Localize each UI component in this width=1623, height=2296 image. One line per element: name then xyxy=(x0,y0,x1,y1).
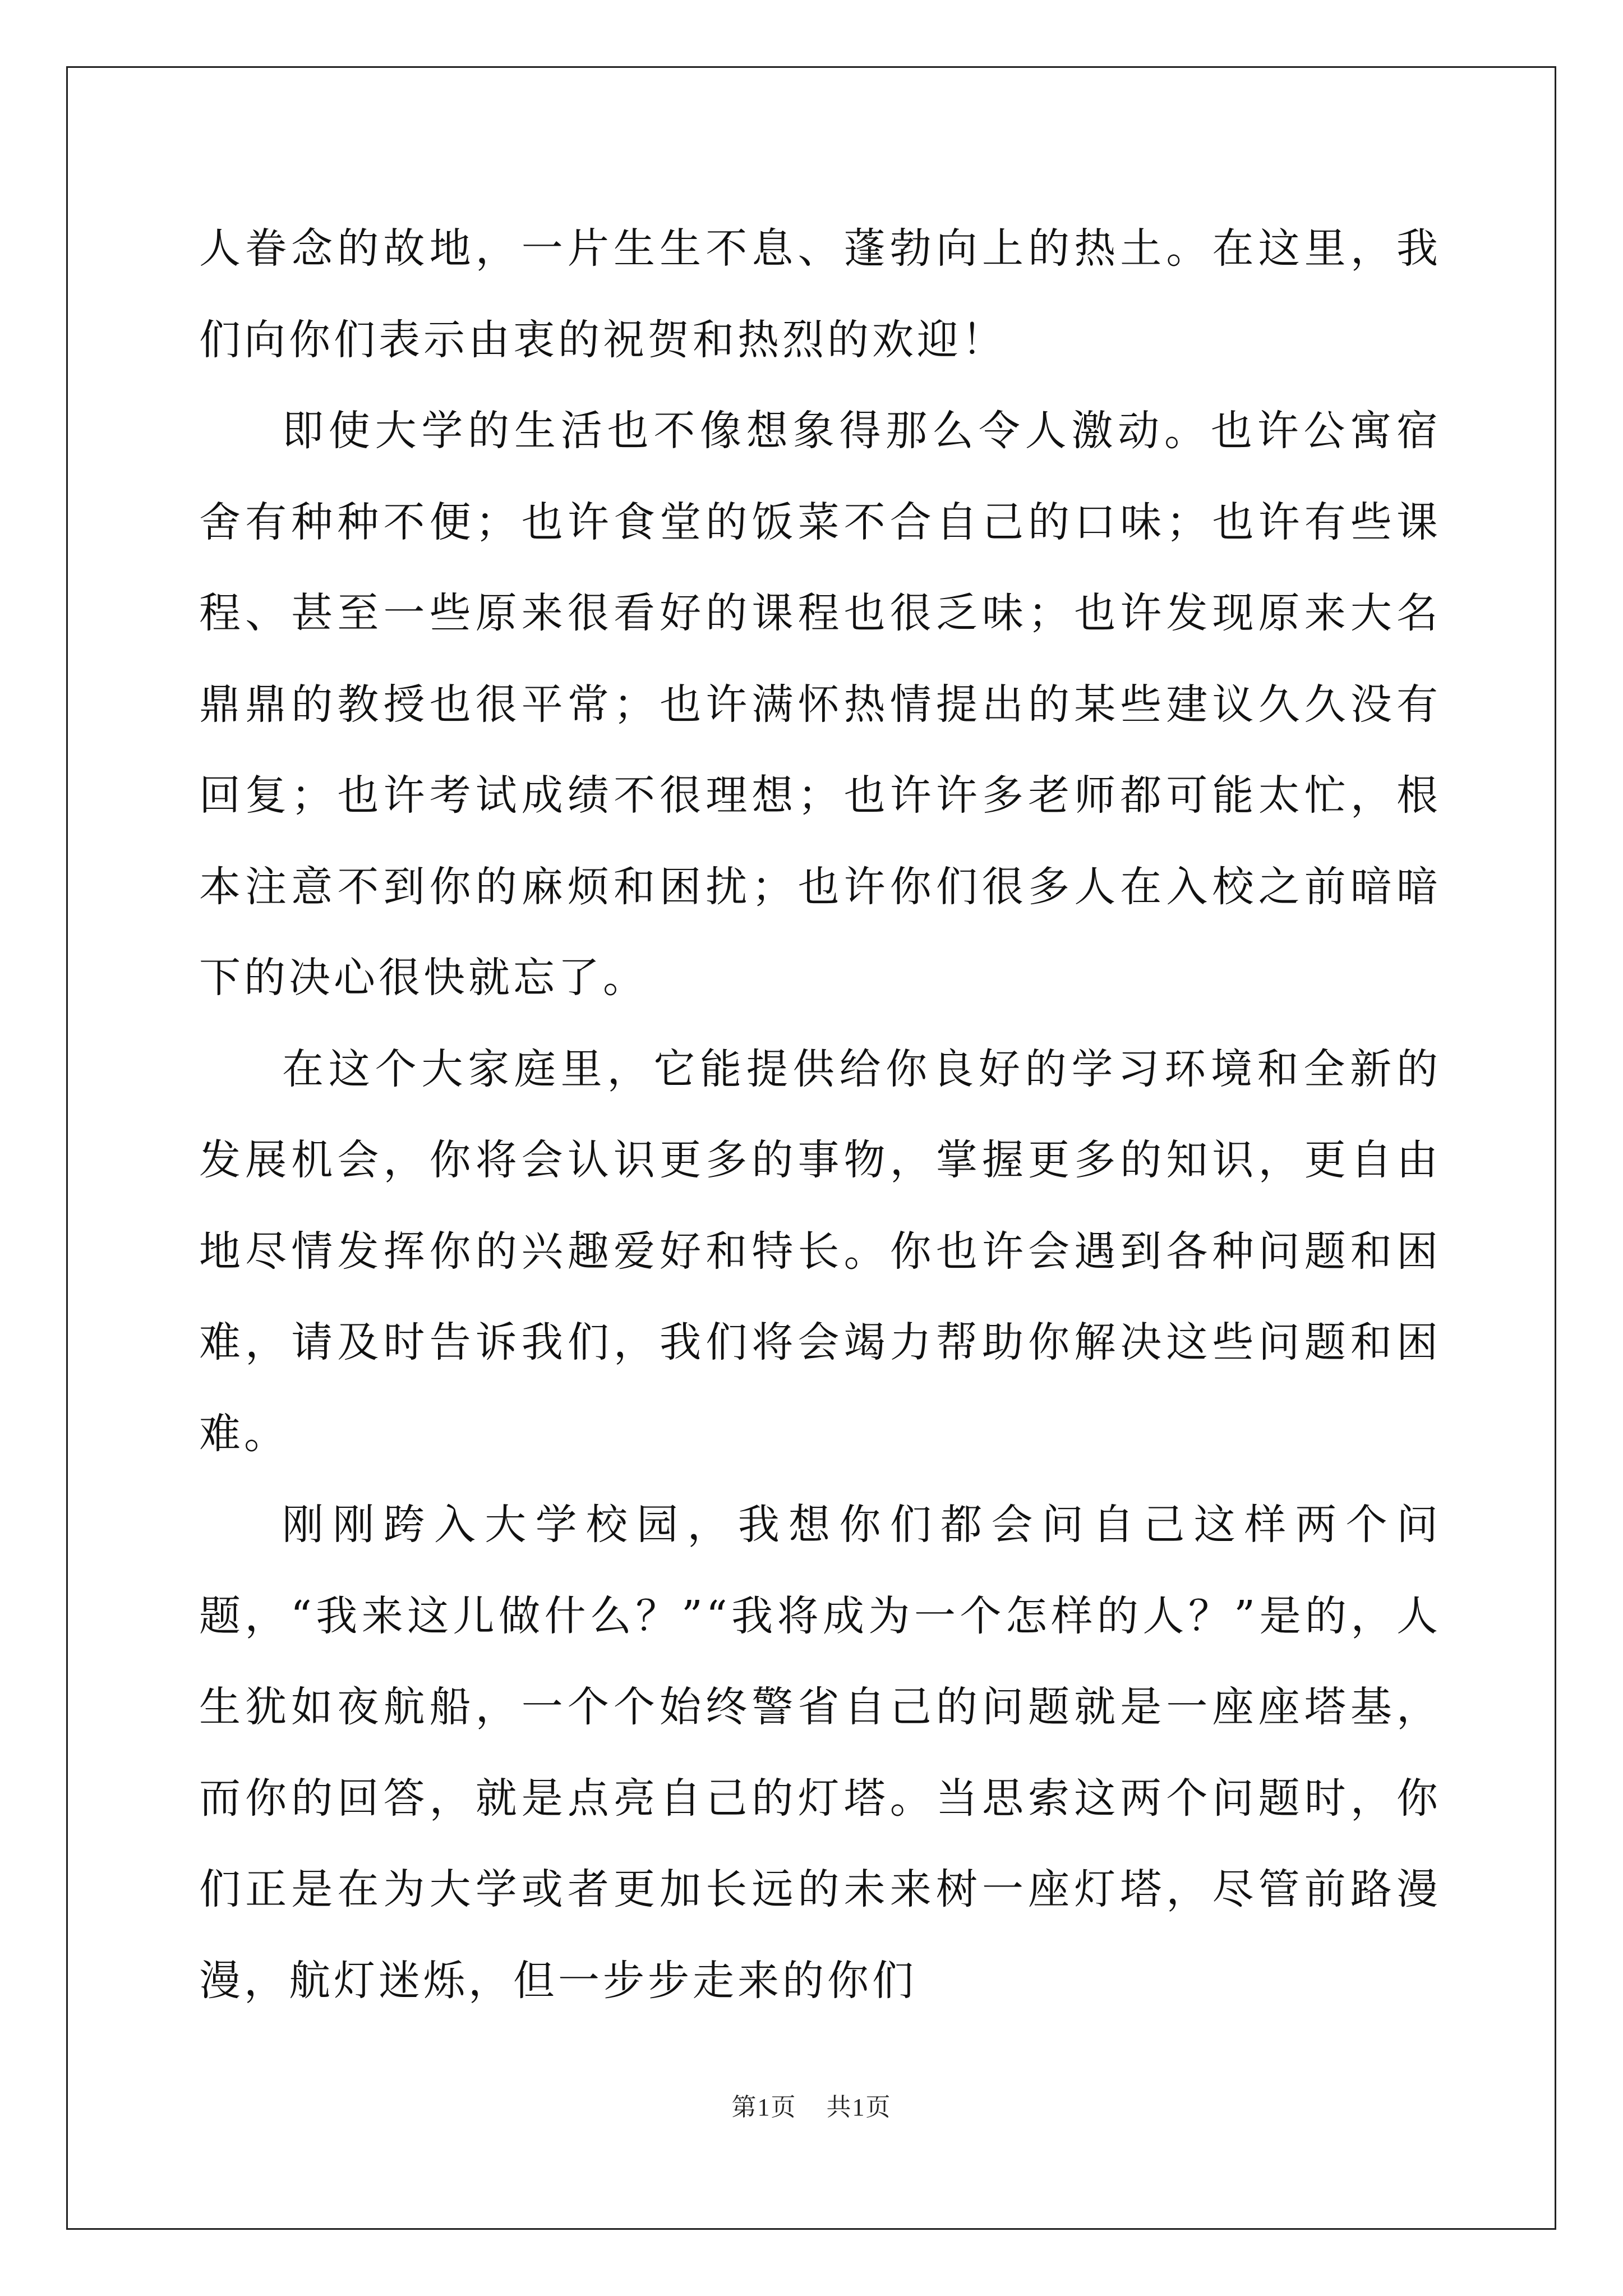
document-body xyxy=(199,203,1441,2026)
page-total: 共1页 xyxy=(826,2093,892,2121)
paragraph-4: 刚刚跨入大学校园，我想你们都会问自己这样两个问题，“我来这儿做什么？”“我将成为一个怎样的人？”是的，人生犹如夜航船，一个个始终警省自己的问题就是一座座塔基，而你的回答，就是点亮自己的灯塔。当思索这两个问题时，你们正是在为大学或者更加长远的未来树一座灯塔，尽管前路漫漫，航灯迷烁，但一步步走来的你们 xyxy=(199,1501,1441,2005)
paragraph-3: 在这个大家庭里，它能提供给你良好的学习环境和全新的发展机会，你将会认识更多的事物，掌握更多的知识，更自由地尽情发挥你的兴趣爱好和特长。你也许会遇到各种问题和困难，请及时告诉我们，我们将会竭力帮助你解决这些问题和困难。 xyxy=(199,1045,1441,1458)
paragraph-2: 即使大学的生活也不像想象得那么令人激动。也许公寓宿舍有种种不便；也许食堂的饭菜不合自己的口味；也许有些课程、甚至一些原来很看好的课程也很乏味；也许发现原来大名鼎鼎的教授也很平常；也许满怀热情提出的某些建议久久没有回复；也许考试成绩不很理想；也许许多老师都可能太忙，根本注意不到你的麻烦和困扰；也许你们很多人在入校之前暗暗下的决心很快就忘了。 xyxy=(199,407,1441,1002)
page-number: 第1页 xyxy=(731,2093,797,2121)
page-footer xyxy=(0,2087,1623,2123)
paragraph-1: 人眷念的故地，一片生生不息、蓬勃向上的热土。在这里，我们向你们表示由衷的祝贺和热烈的欢迎！ xyxy=(199,224,1441,364)
